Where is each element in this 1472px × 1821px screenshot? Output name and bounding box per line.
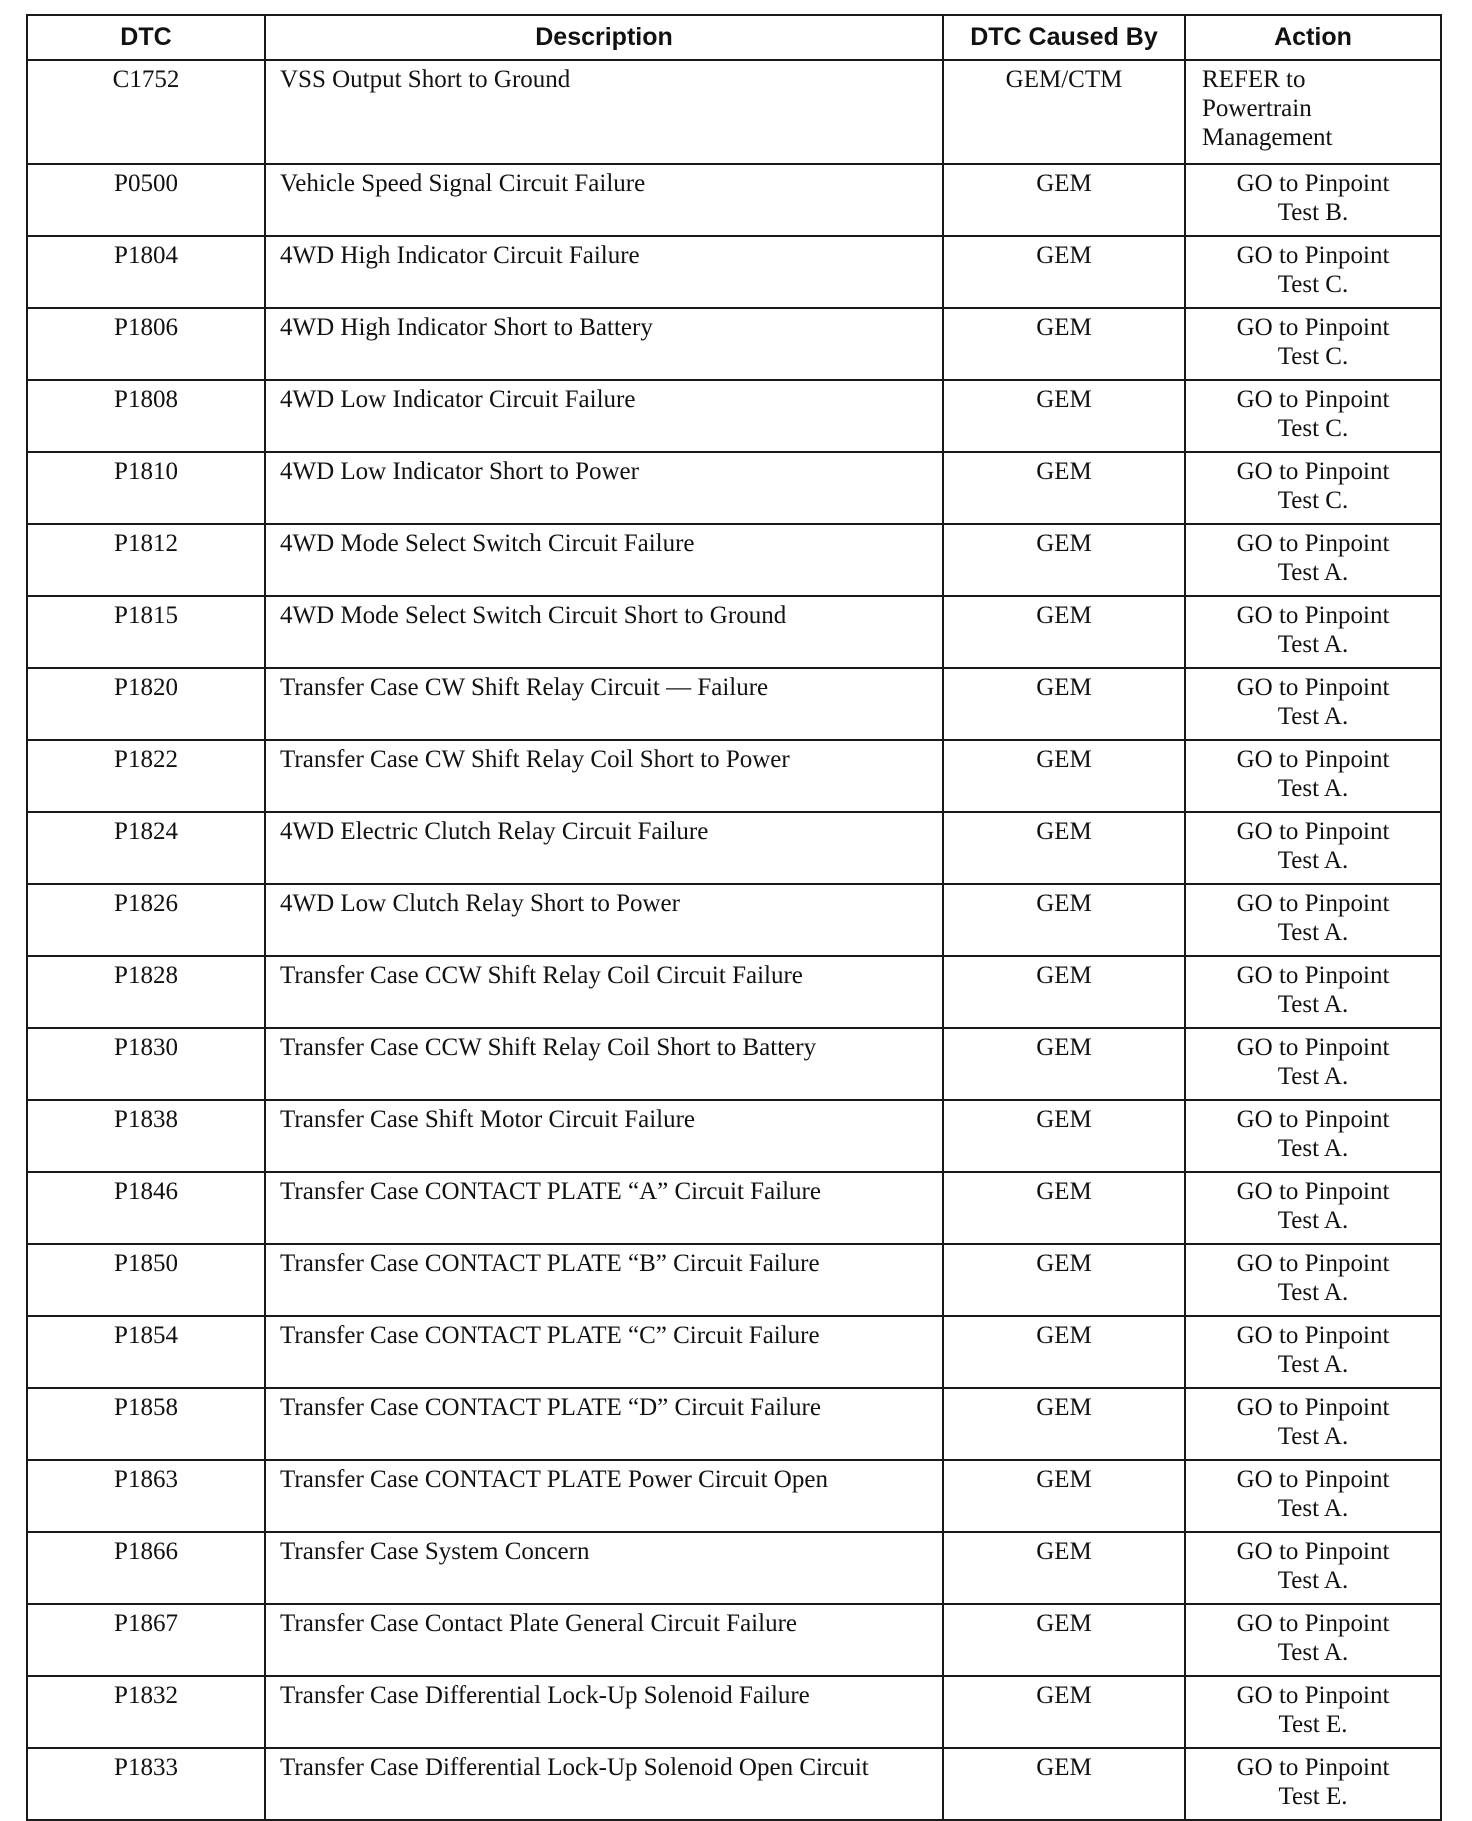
action-line: Test B. — [1277, 199, 1349, 226]
dtc-description: Transfer Case Differential Lock-Up Solenoid Open Circuit — [265, 1748, 943, 1820]
action-line: REFER to — [1202, 66, 1306, 93]
action-line: GO to Pinpoint — [1236, 314, 1390, 341]
action-line: Powertrain — [1202, 95, 1312, 122]
dtc-caused-by: GEM — [943, 740, 1185, 812]
dtc-description: Transfer Case CONTACT PLATE “C” Circuit Failure — [265, 1316, 943, 1388]
action-line: Test A. — [1277, 1063, 1349, 1090]
action-line: Test A. — [1277, 1135, 1349, 1162]
dtc-action — [1185, 452, 1441, 524]
dtc-caused-by: GEM — [943, 1460, 1185, 1532]
dtc-code: P1822 — [27, 740, 265, 812]
action-line: GO to Pinpoint — [1236, 170, 1390, 197]
dtc-caused-by: GEM/CTM — [943, 60, 1185, 164]
dtc-caused-by: GEM — [943, 1748, 1185, 1820]
dtc-caused-by: GEM — [943, 236, 1185, 308]
action-line: GO to Pinpoint — [1236, 1754, 1390, 1781]
dtc-code: P1866 — [27, 1532, 265, 1604]
action-line: Test A. — [1277, 919, 1349, 946]
action-line: GO to Pinpoint — [1236, 1394, 1390, 1421]
action-line: GO to Pinpoint — [1236, 1610, 1390, 1637]
action-line: Test A. — [1277, 1351, 1349, 1378]
dtc-action — [1185, 1676, 1441, 1748]
table-row — [27, 1748, 1441, 1820]
dtc-code: P1826 — [27, 884, 265, 956]
action-line: GO to Pinpoint — [1236, 1682, 1390, 1709]
dtc-caused-by: GEM — [943, 164, 1185, 236]
dtc-action — [1185, 1172, 1441, 1244]
header-action: Action — [1185, 15, 1441, 60]
dtc-description: Transfer Case CW Shift Relay Circuit — Failure — [265, 668, 943, 740]
action-line: GO to Pinpoint — [1236, 530, 1390, 557]
dtc-code: P1824 — [27, 812, 265, 884]
dtc-description: 4WD High Indicator Circuit Failure — [265, 236, 943, 308]
dtc-code: P1838 — [27, 1100, 265, 1172]
dtc-caused-by: GEM — [943, 1532, 1185, 1604]
dtc-description: Transfer Case CONTACT PLATE “B” Circuit Failure — [265, 1244, 943, 1316]
action-line: GO to Pinpoint — [1236, 962, 1390, 989]
action-line: Test A. — [1277, 991, 1349, 1018]
action-line: GO to Pinpoint — [1236, 386, 1390, 413]
dtc-action — [1185, 1604, 1441, 1676]
action-line: Test A. — [1277, 1279, 1349, 1306]
table-row — [27, 164, 1441, 236]
dtc-caused-by: GEM — [943, 1172, 1185, 1244]
action-line: GO to Pinpoint — [1236, 1106, 1390, 1133]
action-line: GO to Pinpoint — [1236, 1250, 1390, 1277]
header-dtc: DTC — [27, 15, 265, 60]
dtc-code: P1812 — [27, 524, 265, 596]
action-line: GO to Pinpoint — [1236, 890, 1390, 917]
dtc-description: 4WD Low Indicator Short to Power — [265, 452, 943, 524]
dtc-action — [1185, 1388, 1441, 1460]
dtc-code: P1850 — [27, 1244, 265, 1316]
dtc-code: P1804 — [27, 236, 265, 308]
dtc-code: P1863 — [27, 1460, 265, 1532]
dtc-description: Transfer Case CCW Shift Relay Coil Short to Battery — [265, 1028, 943, 1100]
table-row — [27, 1244, 1441, 1316]
action-line: GO to Pinpoint — [1236, 1034, 1390, 1061]
dtc-caused-by: GEM — [943, 1316, 1185, 1388]
table-row — [27, 1532, 1441, 1604]
dtc-action — [1185, 236, 1441, 308]
action-line: GO to Pinpoint — [1236, 458, 1390, 485]
dtc-code: P1815 — [27, 596, 265, 668]
action-line: GO to Pinpoint — [1236, 242, 1390, 269]
dtc-action — [1185, 308, 1441, 380]
action-line: Test A. — [1277, 1423, 1349, 1450]
dtc-description: 4WD Low Indicator Circuit Failure — [265, 380, 943, 452]
dtc-caused-by: GEM — [943, 668, 1185, 740]
dtc-action — [1185, 884, 1441, 956]
action-line: Management — [1202, 124, 1333, 151]
dtc-caused-by: GEM — [943, 524, 1185, 596]
dtc-caused-by: GEM — [943, 1676, 1185, 1748]
action-line: Test C. — [1277, 271, 1349, 298]
dtc-code: P1806 — [27, 308, 265, 380]
dtc-code: P1810 — [27, 452, 265, 524]
action-line: Test A. — [1277, 1567, 1349, 1594]
dtc-action — [1185, 1748, 1441, 1820]
dtc-action — [1185, 1028, 1441, 1100]
dtc-code: P1828 — [27, 956, 265, 1028]
dtc-code: P1833 — [27, 1748, 265, 1820]
action-line: GO to Pinpoint — [1236, 818, 1390, 845]
header-caused-by: DTC Caused By — [943, 15, 1185, 60]
table-row — [27, 812, 1441, 884]
table-row — [27, 236, 1441, 308]
action-line: Test E. — [1278, 1711, 1348, 1738]
table-row — [27, 1604, 1441, 1676]
table-row — [27, 596, 1441, 668]
action-line: Test E. — [1278, 1783, 1348, 1810]
dtc-code: P1820 — [27, 668, 265, 740]
header-row — [27, 15, 1441, 60]
action-line: Test C. — [1277, 415, 1349, 442]
dtc-action — [1185, 668, 1441, 740]
dtc-code: P1808 — [27, 380, 265, 452]
dtc-code: P1858 — [27, 1388, 265, 1460]
action-line: Test C. — [1277, 487, 1349, 514]
dtc-description: 4WD Mode Select Switch Circuit Failure — [265, 524, 943, 596]
dtc-table — [26, 14, 1442, 1821]
dtc-code: P1846 — [27, 1172, 265, 1244]
table-row — [27, 740, 1441, 812]
dtc-code: C1752 — [27, 60, 265, 164]
dtc-action — [1185, 1244, 1441, 1316]
dtc-code: P0500 — [27, 164, 265, 236]
dtc-caused-by: GEM — [943, 1028, 1185, 1100]
dtc-code: P1830 — [27, 1028, 265, 1100]
dtc-action — [1185, 1460, 1441, 1532]
dtc-action — [1185, 380, 1441, 452]
table-row — [27, 1388, 1441, 1460]
action-line: Test A. — [1277, 847, 1349, 874]
header-description: Description — [265, 15, 943, 60]
table-body — [27, 60, 1441, 1820]
dtc-code: P1854 — [27, 1316, 265, 1388]
dtc-description: Transfer Case System Concern — [265, 1532, 943, 1604]
action-line: Test A. — [1277, 703, 1349, 730]
dtc-description: Transfer Case CW Shift Relay Coil Short to Power — [265, 740, 943, 812]
dtc-caused-by: GEM — [943, 1604, 1185, 1676]
table-row — [27, 1316, 1441, 1388]
table-row — [27, 668, 1441, 740]
dtc-description: Transfer Case Contact Plate General Circuit Failure — [265, 1604, 943, 1676]
dtc-description: Transfer Case CCW Shift Relay Coil Circuit Failure — [265, 956, 943, 1028]
dtc-caused-by: GEM — [943, 308, 1185, 380]
dtc-caused-by: GEM — [943, 884, 1185, 956]
dtc-caused-by: GEM — [943, 1244, 1185, 1316]
table-row — [27, 452, 1441, 524]
dtc-description: Transfer Case CONTACT PLATE “D” Circuit Failure — [265, 1388, 943, 1460]
action-line: Test A. — [1277, 1639, 1349, 1666]
dtc-caused-by: GEM — [943, 1388, 1185, 1460]
dtc-action — [1185, 1532, 1441, 1604]
action-line: GO to Pinpoint — [1236, 602, 1390, 629]
dtc-action — [1185, 956, 1441, 1028]
table-row — [27, 60, 1441, 164]
action-line: Test A. — [1277, 559, 1349, 586]
action-line: Test C. — [1277, 343, 1349, 370]
table-row — [27, 1172, 1441, 1244]
dtc-action — [1185, 740, 1441, 812]
table-row — [27, 380, 1441, 452]
dtc-caused-by: GEM — [943, 956, 1185, 1028]
dtc-caused-by: GEM — [943, 1100, 1185, 1172]
dtc-description: VSS Output Short to Ground — [265, 60, 943, 164]
action-line: GO to Pinpoint — [1236, 674, 1390, 701]
table-row — [27, 524, 1441, 596]
action-line: GO to Pinpoint — [1236, 1178, 1390, 1205]
dtc-caused-by: GEM — [943, 452, 1185, 524]
dtc-action — [1185, 60, 1441, 164]
table-row — [27, 308, 1441, 380]
dtc-description: Transfer Case CONTACT PLATE Power Circuit Open — [265, 1460, 943, 1532]
dtc-action — [1185, 1100, 1441, 1172]
table-row — [27, 1676, 1441, 1748]
action-line: GO to Pinpoint — [1236, 1466, 1390, 1493]
dtc-caused-by: GEM — [943, 380, 1185, 452]
dtc-action — [1185, 164, 1441, 236]
dtc-action — [1185, 596, 1441, 668]
dtc-description: Vehicle Speed Signal Circuit Failure — [265, 164, 943, 236]
table-row — [27, 1460, 1441, 1532]
action-line: Test A. — [1277, 631, 1349, 658]
dtc-description: 4WD Low Clutch Relay Short to Power — [265, 884, 943, 956]
dtc-action — [1185, 1316, 1441, 1388]
table-row — [27, 884, 1441, 956]
action-line: GO to Pinpoint — [1236, 1538, 1390, 1565]
action-line: GO to Pinpoint — [1236, 1322, 1390, 1349]
action-line: Test A. — [1277, 775, 1349, 802]
dtc-action — [1185, 812, 1441, 884]
action-line: Test A. — [1277, 1207, 1349, 1234]
dtc-caused-by: GEM — [943, 596, 1185, 668]
dtc-action — [1185, 524, 1441, 596]
dtc-description: Transfer Case CONTACT PLATE “A” Circuit Failure — [265, 1172, 943, 1244]
table-row — [27, 1028, 1441, 1100]
dtc-code: P1832 — [27, 1676, 265, 1748]
dtc-description: 4WD High Indicator Short to Battery — [265, 308, 943, 380]
dtc-description: 4WD Mode Select Switch Circuit Short to Ground — [265, 596, 943, 668]
dtc-code: P1867 — [27, 1604, 265, 1676]
dtc-description: Transfer Case Shift Motor Circuit Failure — [265, 1100, 943, 1172]
dtc-description: Transfer Case Differential Lock-Up Solenoid Failure — [265, 1676, 943, 1748]
dtc-caused-by: GEM — [943, 812, 1185, 884]
table-row — [27, 956, 1441, 1028]
action-line: GO to Pinpoint — [1236, 746, 1390, 773]
dtc-description: 4WD Electric Clutch Relay Circuit Failure — [265, 812, 943, 884]
table-row — [27, 1100, 1441, 1172]
action-line: Test A. — [1277, 1495, 1349, 1522]
